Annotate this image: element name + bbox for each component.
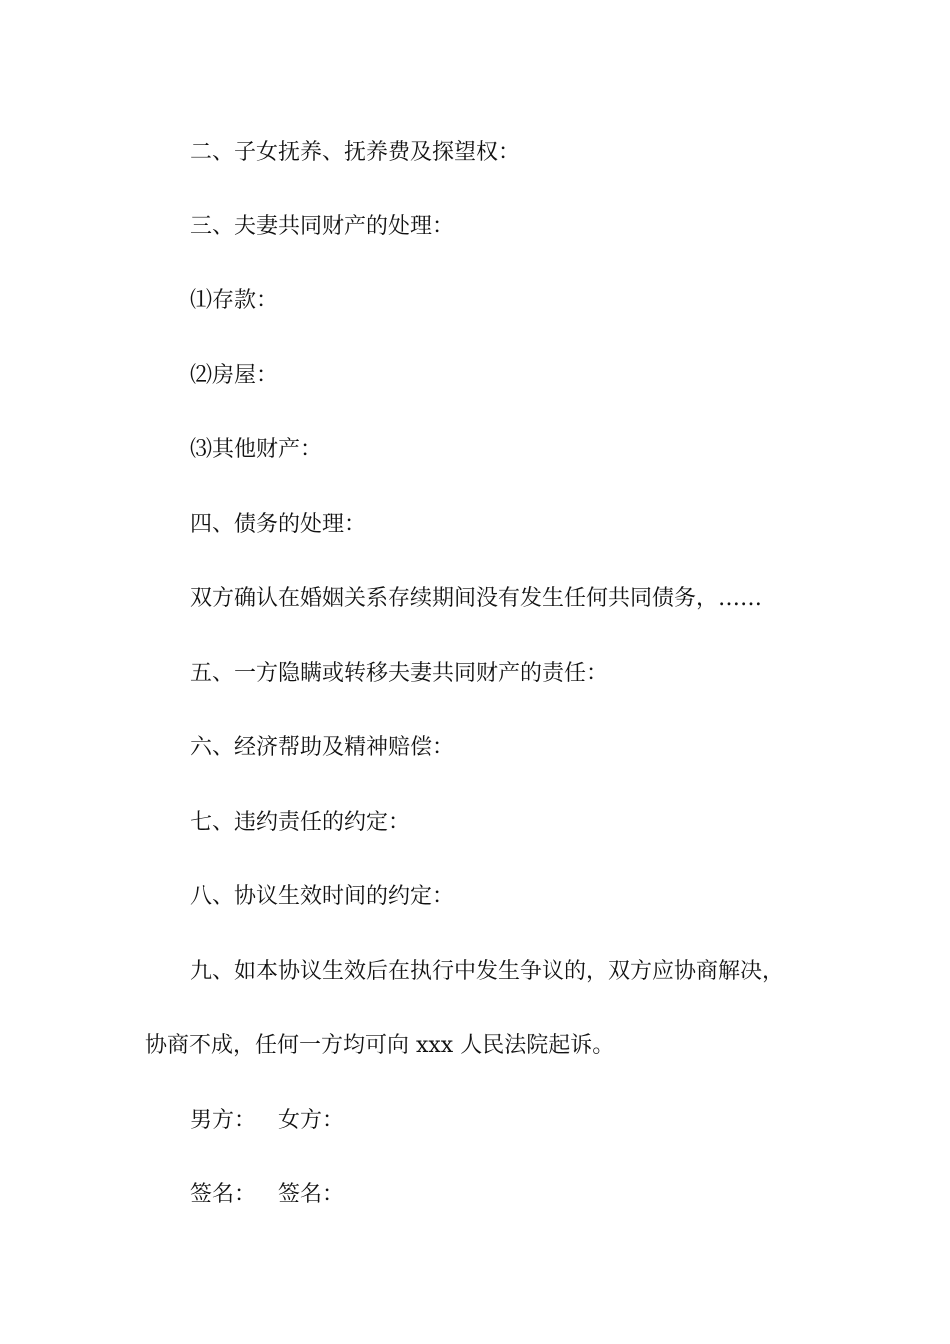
section-effective-time: 八、协议生效时间的约定： bbox=[190, 884, 455, 909]
section-child-custody: 二、子女抚养、抚养费及探望权： bbox=[190, 140, 521, 165]
item-other-property: ⑶其他财产： bbox=[190, 437, 323, 462]
male-party-label: 男方： bbox=[190, 1108, 257, 1133]
item-house: ⑵房屋： bbox=[190, 363, 279, 388]
debts-statement: 双方确认在婚姻关系存续期间没有发生任何共同债务，…… bbox=[190, 586, 763, 611]
section-debts: 四、债务的处理： bbox=[190, 512, 367, 537]
section-concealment-liability: 五、一方隐瞒或转移夫妻共同财产的责任： bbox=[190, 661, 609, 686]
section-joint-property: 三、夫妻共同财产的处理： bbox=[190, 214, 455, 239]
item-deposits: ⑴存款： bbox=[190, 288, 279, 313]
section-breach-liability: 七、违约责任的约定： bbox=[190, 810, 411, 835]
male-signature-label: 签名： bbox=[190, 1182, 257, 1207]
signature-row bbox=[190, 1180, 344, 1210]
section-dispute-resolution: 九、如本协议生效后在执行中发生争议的，双方应协商解决， bbox=[190, 959, 785, 984]
parties-row bbox=[190, 1106, 344, 1136]
section-economic-help: 六、经济帮助及精神赔偿： bbox=[190, 735, 455, 760]
dispute-resolution-continued: 协商不成，任何一方均可向 xxx 人民法院起诉。 bbox=[145, 1033, 615, 1058]
female-signature-label: 签名： bbox=[278, 1182, 345, 1207]
female-party-label: 女方： bbox=[278, 1108, 345, 1133]
